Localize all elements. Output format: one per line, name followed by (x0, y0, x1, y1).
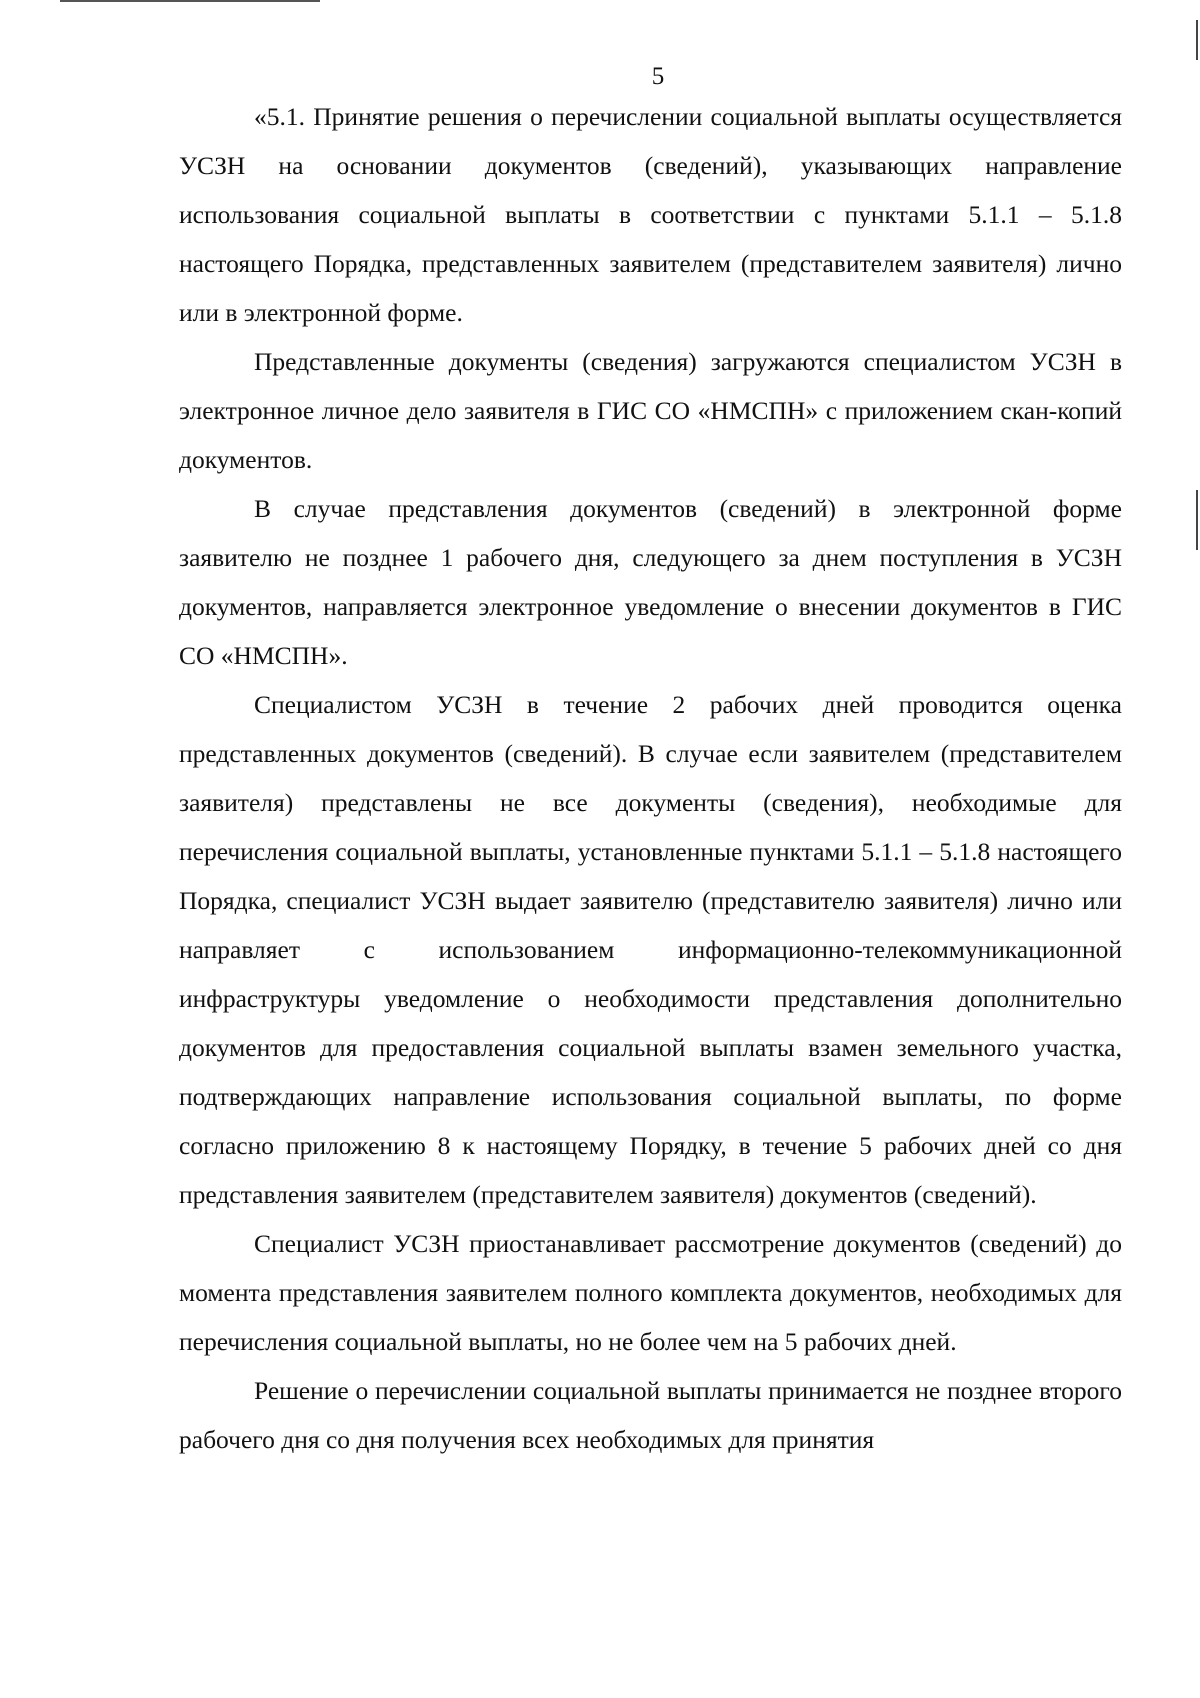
paragraph: Решение о перечислении социальной выплаты принимается не позднее второго рабочего дня со дня получения всех необходимых для принятия (179, 1376, 1122, 1454)
document-body (179, 92, 1122, 1464)
paragraph: В случае представления документов (сведений) в электронной форме заявителю не позднее 1 рабочего дня, следующего за днем поступления в УСЗН документов, направляется электронное уведомление о внесении документов в ГИС СО «НМСПН». (179, 494, 1122, 670)
paragraph: Специалист УСЗН приостанавливает рассмотрение документов (сведений) до момента представления заявителем полного комплекта документов, необходимых для перечисления социальной выплаты, но не более чем на 5 рабочих дней. (179, 1229, 1122, 1356)
page-number: 5 (651, 63, 665, 90)
paragraph: Специалистом УСЗН в течение 2 рабочих дней проводится оценка представленных документов (сведений). В случае если заявителем (представителем заявителя) представлены не все документы (сведения), необходимые для перечисления социальной выплаты, установленные пунктами 5.1.1 – 5.1.8 настоящего Порядка, специалист УСЗН выдает заявителю (представителю заявителя) лично или направляет с использованием информационно-телекоммуникационной инфраструктуры уведомление о необходимости представления дополнительно документов для предоставления социальной выплаты взамен земельного участка, подтверждающих направление использования социальной выплаты, по форме согласно приложению 8 к настоящему Порядку, в течение 5 рабочих дней со дня представления заявителем (представителем заявителя) документов (сведений). (179, 690, 1122, 1209)
paragraph: Представленные документы (сведения) загружаются специалистом УСЗН в электронное личное дело заявителя в ГИС СО «НМСПН» с приложением скан-копий документов. (179, 347, 1122, 474)
scan-edge-mark (1196, 20, 1198, 60)
paragraph: «5.1. Принятие решения о перечислении социальной выплаты осуществляется УСЗН на основании документов (сведений), указывающих направление использования социальной выплаты в соответствии с пунктами 5.1.1 – 5.1.8 настоящего Порядка, представленных заявителем (представителем заявителя) лично или в электронной форме. (179, 102, 1122, 327)
scan-edge-line (60, 0, 320, 2)
scan-edge-mark (1196, 490, 1198, 550)
